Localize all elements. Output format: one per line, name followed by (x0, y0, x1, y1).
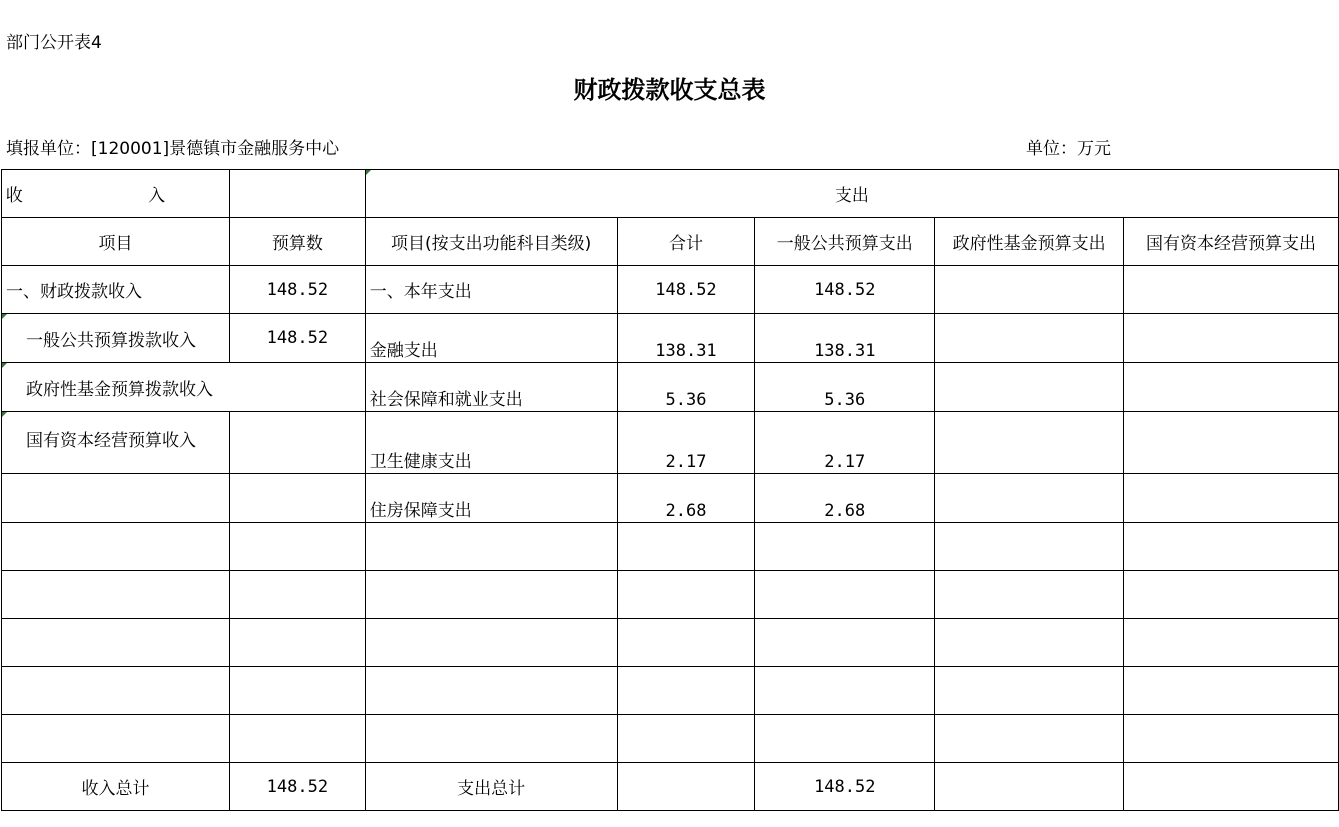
income-item: 国有资本经营预算收入 (2, 412, 230, 474)
gov-fund-amount (935, 314, 1124, 363)
expense-group-header: 支出 (365, 170, 1338, 218)
total-amount: 5.36 (617, 363, 755, 412)
general-budget-amount: 138.31 (755, 314, 935, 363)
general-budget-amount: 2.68 (755, 474, 935, 523)
expense-item: 卫生健康支出 (365, 412, 617, 474)
gov-fund-amount (935, 363, 1124, 412)
reporting-unit: 填报单位：[120001]景德镇市金融服务中心 (6, 139, 340, 159)
empty-row (2, 667, 1339, 715)
empty-row (2, 571, 1339, 619)
col-gov-fund: 政府性基金预算支出 (935, 218, 1124, 266)
expense-total-label: 支出总计 (365, 763, 617, 811)
income-budget (229, 412, 365, 474)
table-row (2, 266, 1339, 314)
income-budget: 148.52 (229, 314, 365, 363)
gov-fund-amount (935, 412, 1124, 474)
col-expense-item: 项目(按支出功能科目类级) (365, 218, 617, 266)
table-row (2, 314, 1339, 363)
empty-row (2, 715, 1339, 763)
state-capital-amount (1124, 474, 1339, 523)
empty-row (2, 619, 1339, 667)
income-total-value: 148.52 (229, 763, 365, 811)
income-budget: 148.52 (229, 266, 365, 314)
income-group-blank (229, 170, 365, 218)
col-total: 合计 (617, 218, 755, 266)
income-item: 政府性基金预算拨款收入 (2, 363, 366, 412)
state-capital-amount (1124, 314, 1339, 363)
col-state-capital: 国有资本经营预算支出 (1124, 218, 1339, 266)
expense-item: 住房保障支出 (365, 474, 617, 523)
gov-fund-total (935, 763, 1124, 811)
col-general-budget: 一般公共预算支出 (755, 218, 935, 266)
state-capital-amount (1124, 412, 1339, 474)
state-capital-amount (1124, 363, 1339, 412)
table-row (2, 363, 1339, 412)
table-row (2, 412, 1339, 474)
col-income-item: 项目 (2, 218, 230, 266)
state-capital-total (1124, 763, 1339, 811)
table-row (2, 474, 1339, 523)
income-budget (229, 474, 365, 523)
empty-row (2, 523, 1339, 571)
expense-item: 一、本年支出 (365, 266, 617, 314)
fiscal-table (1, 169, 1339, 811)
state-capital-amount (1124, 266, 1339, 314)
income-item: 一、财政拨款收入 (2, 266, 230, 314)
general-budget-amount: 148.52 (755, 266, 935, 314)
totals-row (2, 763, 1339, 811)
column-header-row (2, 218, 1339, 266)
total-amount: 148.52 (617, 266, 755, 314)
income-item (2, 474, 230, 523)
expense-item: 金融支出 (365, 314, 617, 363)
total-amount: 2.17 (617, 412, 755, 474)
gov-fund-amount (935, 266, 1124, 314)
col-income-budget: 预算数 (229, 218, 365, 266)
general-budget-total: 148.52 (755, 763, 935, 811)
total-amount: 138.31 (617, 314, 755, 363)
expense-item: 社会保障和就业支出 (365, 363, 617, 412)
group-header-row (2, 170, 1339, 218)
currency-unit: 单位：万元 (1026, 139, 1111, 159)
total-amount (617, 763, 755, 811)
page-title: 财政拨款收支总表 (573, 75, 766, 104)
document-number: 部门公开表4 (6, 33, 102, 53)
general-budget-amount: 2.17 (755, 412, 935, 474)
income-group-header: 收 入 (2, 170, 230, 218)
general-budget-amount: 5.36 (755, 363, 935, 412)
total-amount: 2.68 (617, 474, 755, 523)
income-total-label: 收入总计 (2, 763, 230, 811)
gov-fund-amount (935, 474, 1124, 523)
income-item: 一般公共预算拨款收入 (2, 314, 230, 363)
